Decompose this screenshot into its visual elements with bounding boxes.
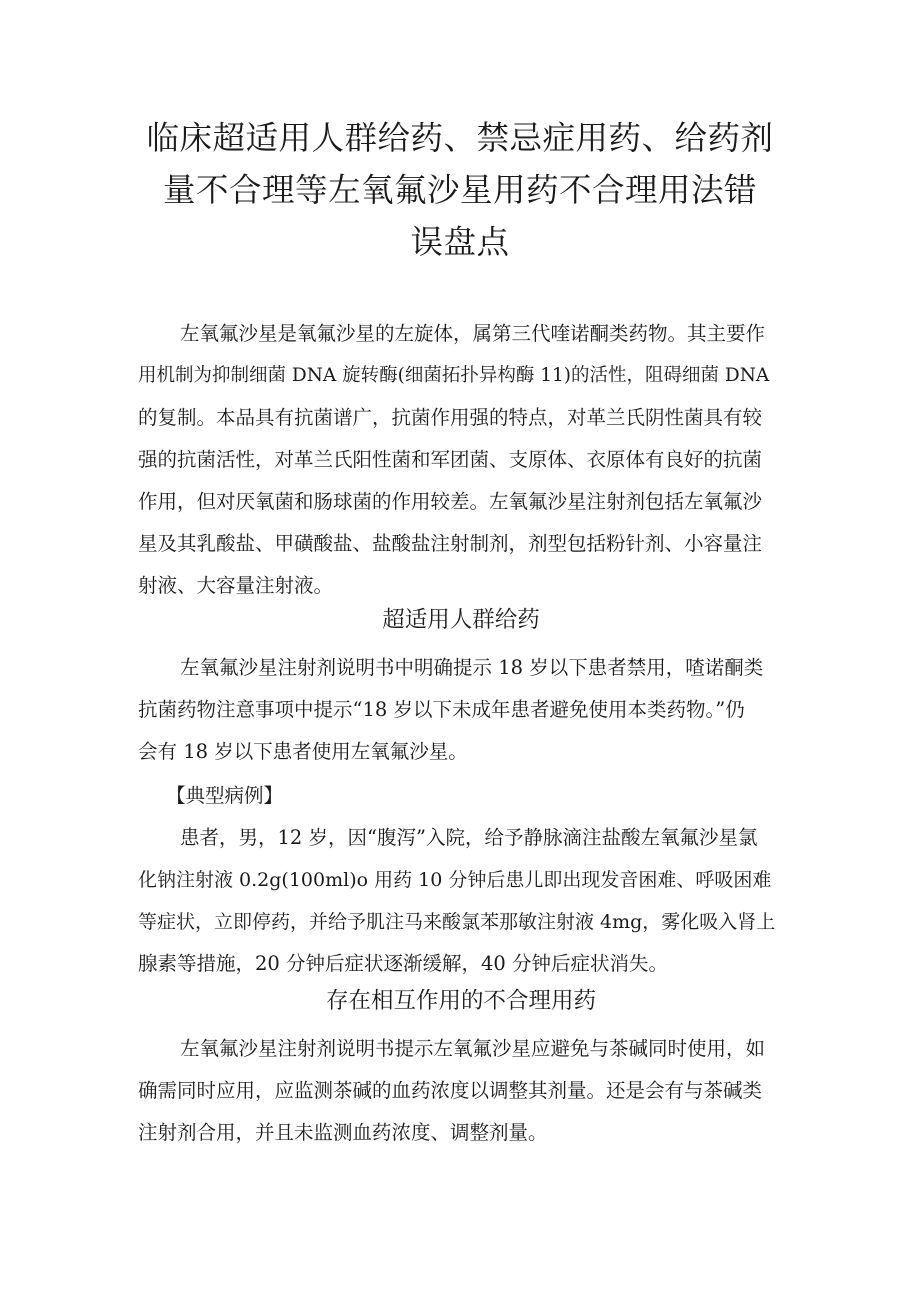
section1-line: 会有 18 岁以下患者使用左氧氟沙星。	[138, 740, 468, 763]
title-line-1: 临床超适用人群给药、禁忌症用药、给药剂	[146, 119, 774, 157]
intro-line: 强的抗菌活性，对革兰氏阳性菌和军团菌、支原体、衣原体有良好的抗菌	[138, 448, 763, 471]
intro-line: 星及其乳酸盐、甲磺酸盐、盐酸盐注射制剂，剂型包括粉针剂、小容量注	[138, 532, 763, 555]
section1-paragraph	[138, 647, 784, 773]
section2-line: 注射剂合用，并且未监测血药浓度、调整剂量。	[138, 1121, 548, 1144]
intro-line: 的复制。本品具有抗菌谱广，抗菌作用强的特点，对革兰氏阴性菌具有较	[138, 406, 763, 429]
intro-paragraph	[138, 313, 784, 607]
section2-paragraph	[138, 1028, 784, 1154]
intro-line: 作用，但对厌氧菌和肠球菌的作用较差。左氧氟沙星注射剂包括左氧氟沙	[138, 490, 763, 513]
document-title	[140, 112, 780, 268]
intro-line: 左氧氟沙星是氧氟沙星的左旋体，属第三代喹诺酮类药物。其主要作	[180, 322, 766, 345]
section1-line: 左氧氟沙星注射剂说明书中明确提示 18 岁以下患者禁用，喳诺酮类	[180, 656, 764, 679]
title-line-2: 量不合理等左氧氟沙星用药不合理用法错	[162, 171, 757, 209]
case-line: 腺素等措施，20 分钟后症状逐渐缓解，40 分钟后症状消失。	[138, 952, 669, 975]
section-heading-drug-interaction: 存在相互作用的不合理用药	[325, 988, 596, 1014]
case-line: 化钠注射液 0.2g(100ml)o 用药 10 分钟后患儿即出现发音困难、呼吸困难	[138, 869, 772, 891]
case-label-paragraph	[138, 775, 784, 817]
intro-line: 射液、大容量注射液。	[138, 574, 334, 597]
section2-line: 左氧氟沙星注射剂说明书提示左氧氟沙星应避免与茶碱同时使用，如	[180, 1037, 766, 1060]
case-line: 等症状，立即停药，并给予肌注马来酸氯苯那敏注射液 4mg，雾化吸入肾上	[138, 911, 776, 933]
section-heading-off-label-population: 超适用人群给药	[382, 607, 540, 633]
title-line-3: 误盘点	[410, 223, 510, 261]
case-line: 患者，男，12 岁，因“腹泻”入院，给予静脉滴注盐酸左氧氟沙星氯	[180, 826, 758, 849]
intro-line: 用机制为抑制细菌 DNA 旋转酶(细菌拓扑异构酶 11)的活性，阻碍细菌 DNA	[138, 365, 770, 386]
section1-line: 抗菌药物注意事项中提示“18 岁以下未成年患者避免使用本类药物。”仍	[138, 698, 745, 721]
case-label: 【典型病例】	[166, 784, 284, 807]
case-paragraph	[138, 817, 784, 985]
section2-line: 确需同时应用，应监测茶碱的血药浓度以调整其剂量。还是会有与茶碱类	[138, 1079, 763, 1102]
